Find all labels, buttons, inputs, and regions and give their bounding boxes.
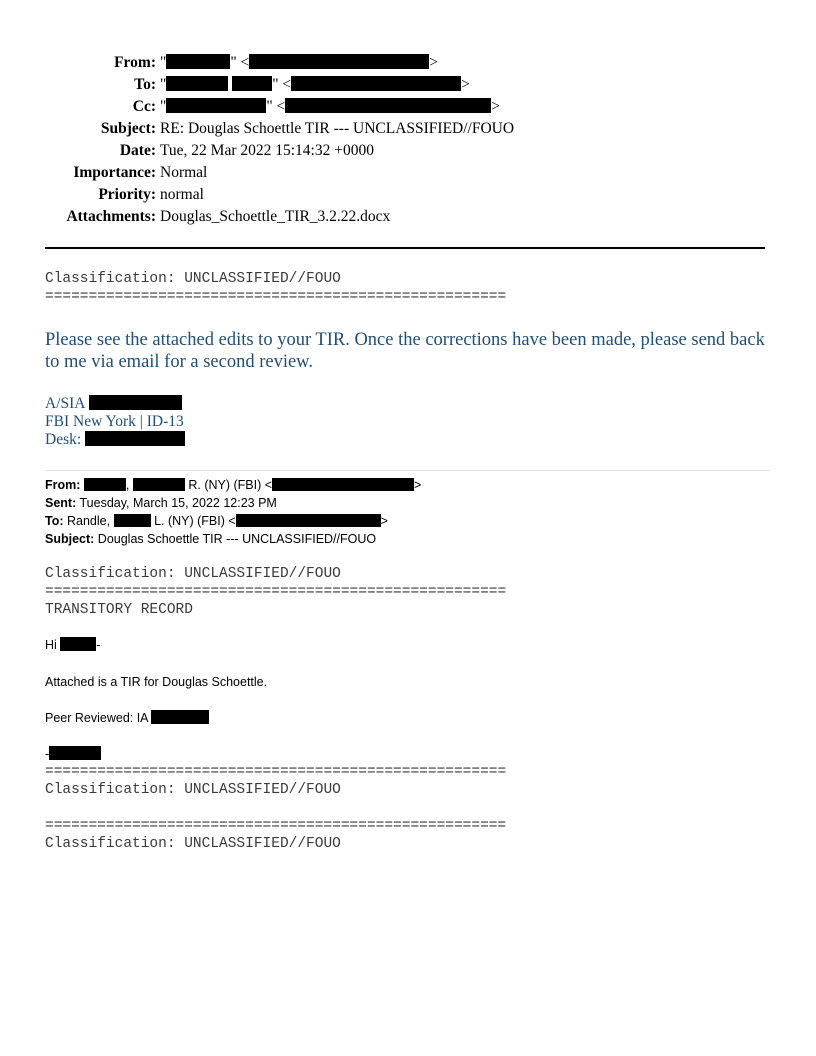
redaction bbox=[285, 98, 491, 113]
redaction bbox=[232, 76, 272, 91]
classification-banner: Classification: UNCLASSIFIED//FOUO bbox=[45, 566, 341, 582]
separator-line: ===================================================== bbox=[45, 764, 507, 780]
peer-reviewed-line bbox=[45, 710, 209, 726]
forwarded-from-suffix: R. (NY) (FBI) < bbox=[188, 478, 273, 492]
email-header bbox=[0, 52, 760, 228]
cc-value: " " < > bbox=[160, 98, 501, 115]
forwarded-sent-row bbox=[45, 494, 421, 512]
redaction bbox=[49, 746, 101, 760]
peer-reviewed-label: Peer Reviewed: IA bbox=[45, 711, 148, 725]
attachments-row bbox=[0, 206, 760, 228]
redaction bbox=[60, 637, 96, 651]
separator-line: ===================================================== bbox=[45, 289, 507, 305]
signoff-line bbox=[45, 746, 101, 762]
forwarded-sent-value: Tuesday, March 15, 2022 12:23 PM bbox=[79, 496, 277, 510]
forwarded-from-row: From: , R. (NY) (FBI) < > bbox=[45, 478, 422, 492]
redaction bbox=[291, 76, 461, 91]
separator-line: ===================================================== bbox=[45, 818, 507, 834]
attachments-label: Attachments: bbox=[66, 208, 156, 225]
signature-desk-label: Desk: bbox=[45, 431, 82, 448]
priority-label: Priority: bbox=[98, 186, 156, 203]
importance-value: Normal bbox=[160, 164, 208, 181]
date-row bbox=[0, 140, 760, 162]
classification-banner: Classification: UNCLASSIFIED//FOUO bbox=[45, 836, 341, 852]
forwarded-to-name: Randle, bbox=[67, 514, 111, 528]
redaction bbox=[236, 514, 381, 527]
redaction bbox=[166, 76, 228, 91]
redaction bbox=[166, 54, 230, 69]
classification-banner: Classification: UNCLASSIFIED//FOUO bbox=[45, 271, 341, 287]
subject-label: Subject: bbox=[100, 120, 156, 137]
subject-row bbox=[0, 118, 760, 140]
forwarded-sent-label: Sent: bbox=[45, 496, 77, 510]
importance-row bbox=[0, 162, 760, 184]
body-text: Attached is a TIR for Douglas Schoettle. bbox=[45, 675, 268, 689]
forwarded-to-suffix: L. (NY) (FBI) < bbox=[154, 514, 236, 528]
signoff-dash: - bbox=[45, 747, 50, 761]
header-divider bbox=[45, 247, 765, 249]
forwarded-to-label: To: bbox=[45, 514, 64, 528]
to-value: " " < > bbox=[160, 76, 470, 93]
subject-value: RE: Douglas Schoettle TIR --- UNCLASSIFIED//FOUO bbox=[160, 120, 515, 137]
forwarded-header bbox=[45, 476, 421, 548]
signature-block bbox=[45, 395, 185, 449]
priority-value: normal bbox=[160, 186, 204, 203]
redaction bbox=[89, 395, 182, 410]
from-value: " " < > bbox=[160, 54, 439, 71]
signature-office: FBI New York | ID-13 bbox=[45, 413, 184, 430]
forwarded-to-row: To: Randle, L. (NY) (FBI) < > bbox=[45, 514, 388, 528]
redaction bbox=[151, 710, 209, 724]
cc-row bbox=[0, 96, 760, 118]
from-row bbox=[0, 52, 760, 74]
from-label: From: bbox=[114, 54, 156, 71]
date-value: Tue, 22 Mar 2022 15:14:32 +0000 bbox=[160, 142, 374, 159]
redaction bbox=[166, 98, 266, 113]
date-label: Date: bbox=[119, 142, 156, 159]
redaction bbox=[133, 478, 185, 491]
redaction bbox=[249, 54, 429, 69]
priority-row bbox=[0, 184, 760, 206]
transitory-record-label: TRANSITORY RECORD bbox=[45, 602, 193, 618]
forwarded-subject-value: Douglas Schoettle TIR --- UNCLASSIFIED//FOUO bbox=[97, 532, 377, 546]
to-label: To: bbox=[134, 76, 156, 93]
separator-line: ===================================================== bbox=[45, 584, 507, 600]
importance-label: Importance: bbox=[73, 164, 156, 181]
redaction bbox=[85, 431, 185, 446]
redaction bbox=[84, 478, 126, 491]
redaction bbox=[272, 478, 414, 491]
forward-divider bbox=[45, 470, 770, 471]
redaction bbox=[114, 514, 151, 527]
forwarded-from-label: From: bbox=[45, 478, 81, 492]
greeting-line: Hi - bbox=[45, 638, 101, 652]
attachment-link[interactable]: Douglas_Schoettle_TIR_3.2.22.docx bbox=[160, 208, 391, 225]
to-row bbox=[0, 74, 760, 96]
greeting: Hi bbox=[45, 638, 57, 652]
signature-title: A/SIA bbox=[45, 395, 85, 412]
reply-message: Please see the attached edits to your TIR. Once the corrections have been made, please send back to me via email for a second review. bbox=[45, 330, 765, 372]
classification-banner: Classification: UNCLASSIFIED//FOUO bbox=[45, 782, 341, 798]
forwarded-subject-label: Subject: bbox=[45, 532, 95, 546]
cc-label: Cc: bbox=[132, 98, 156, 115]
forwarded-subject-row bbox=[45, 530, 421, 548]
